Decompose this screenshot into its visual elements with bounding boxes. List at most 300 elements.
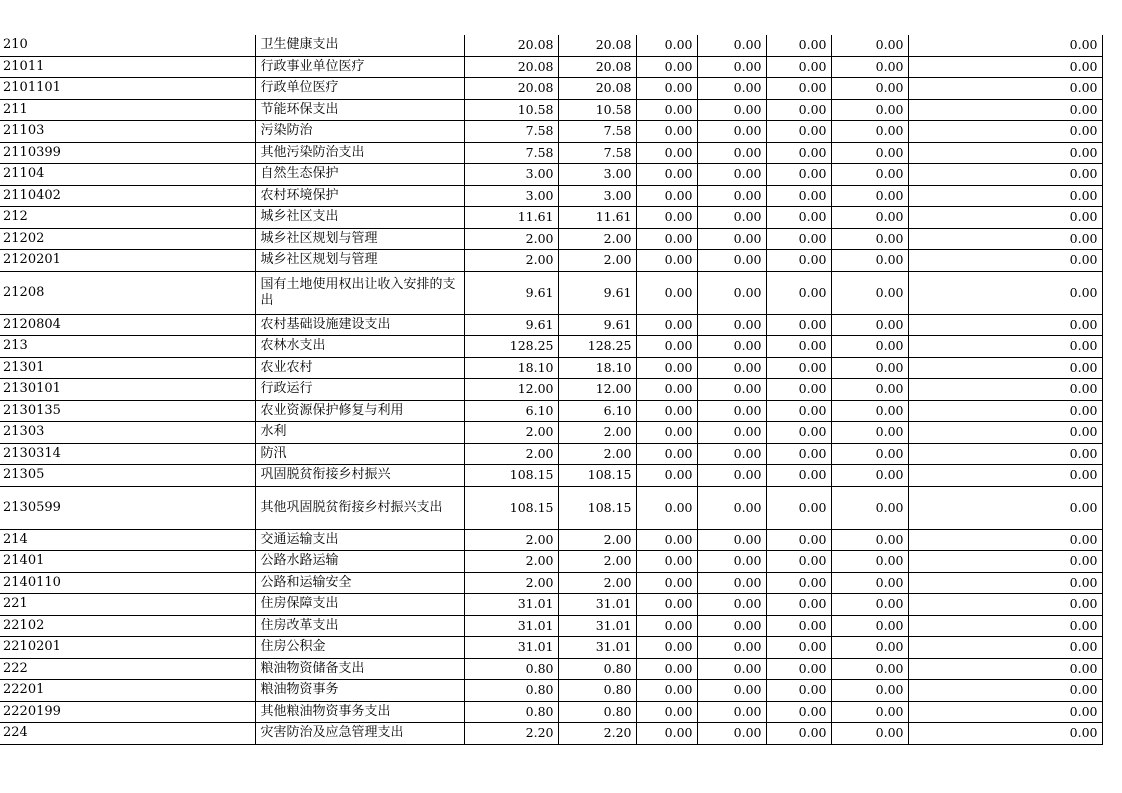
amount-cell: 0.00	[908, 35, 1102, 56]
amount-cell: 2.00	[464, 551, 558, 573]
subject-name: 巩固脱贫衔接乡村振兴	[255, 465, 464, 487]
amount-cell: 0.00	[636, 379, 697, 401]
amount-cell: 12.00	[464, 379, 558, 401]
amount-cell: 0.00	[636, 207, 697, 229]
amount-cell: 0.00	[636, 99, 697, 121]
subject-code: 22201	[0, 680, 255, 702]
table-row	[0, 142, 1102, 164]
amount-cell: 0.00	[697, 357, 766, 379]
amount-cell: 0.00	[908, 594, 1102, 616]
subject-name: 卫生健康支出	[255, 35, 464, 56]
amount-cell: 0.00	[831, 35, 908, 56]
amount-cell: 0.00	[766, 422, 831, 444]
subject-code: 2110402	[0, 185, 255, 207]
amount-cell: 0.00	[908, 142, 1102, 164]
amount-cell: 0.00	[766, 637, 831, 659]
subject-code: 211	[0, 99, 255, 121]
amount-cell: 18.10	[464, 357, 558, 379]
amount-cell: 0.00	[908, 121, 1102, 143]
amount-cell: 108.15	[464, 465, 558, 487]
amount-cell: 0.00	[636, 465, 697, 487]
table-row	[0, 658, 1102, 680]
amount-cell: 0.00	[636, 723, 697, 745]
table-row	[0, 314, 1102, 336]
amount-cell: 20.08	[464, 56, 558, 78]
amount-cell: 0.00	[636, 680, 697, 702]
amount-cell: 0.00	[636, 701, 697, 723]
amount-cell: 108.15	[464, 486, 558, 529]
amount-cell: 0.00	[908, 486, 1102, 529]
amount-cell: 3.00	[464, 164, 558, 186]
table-row	[0, 164, 1102, 186]
amount-cell: 0.00	[697, 99, 766, 121]
subject-name: 防汛	[255, 443, 464, 465]
amount-cell: 0.00	[766, 99, 831, 121]
amount-cell: 0.00	[831, 486, 908, 529]
subject-code: 2130101	[0, 379, 255, 401]
amount-cell: 0.00	[697, 185, 766, 207]
amount-cell: 0.80	[558, 658, 636, 680]
amount-cell: 0.00	[697, 529, 766, 551]
amount-cell: 0.00	[697, 164, 766, 186]
subject-name: 住房保障支出	[255, 594, 464, 616]
subject-code: 21305	[0, 465, 255, 487]
amount-cell: 0.00	[831, 400, 908, 422]
amount-cell: 0.00	[766, 465, 831, 487]
amount-cell: 2.00	[464, 529, 558, 551]
subject-code: 213	[0, 336, 255, 358]
subject-name: 其他巩固脱贫衔接乡村振兴支出	[255, 486, 464, 529]
amount-cell: 0.00	[766, 529, 831, 551]
amount-cell: 10.58	[464, 99, 558, 121]
amount-cell: 2.00	[558, 228, 636, 250]
amount-cell: 0.00	[636, 551, 697, 573]
amount-cell: 20.08	[464, 78, 558, 100]
table-row	[0, 185, 1102, 207]
amount-cell: 0.00	[831, 658, 908, 680]
amount-cell: 0.00	[636, 336, 697, 358]
subject-name: 灾害防治及应急管理支出	[255, 723, 464, 745]
amount-cell: 0.00	[831, 164, 908, 186]
amount-cell: 0.00	[766, 164, 831, 186]
amount-cell: 3.00	[464, 185, 558, 207]
amount-cell: 0.00	[766, 78, 831, 100]
amount-cell: 0.00	[831, 314, 908, 336]
amount-cell: 0.00	[636, 164, 697, 186]
subject-code: 2220199	[0, 701, 255, 723]
amount-cell: 0.00	[908, 56, 1102, 78]
table-row	[0, 357, 1102, 379]
subject-code: 21103	[0, 121, 255, 143]
amount-cell: 31.01	[464, 637, 558, 659]
amount-cell: 0.00	[908, 680, 1102, 702]
amount-cell: 0.00	[697, 680, 766, 702]
amount-cell: 0.00	[831, 185, 908, 207]
subject-code: 210	[0, 35, 255, 56]
amount-cell: 2.00	[558, 443, 636, 465]
amount-cell: 0.00	[636, 443, 697, 465]
table-row	[0, 78, 1102, 100]
amount-cell: 3.00	[558, 164, 636, 186]
table-row	[0, 551, 1102, 573]
amount-cell: 0.00	[831, 723, 908, 745]
amount-cell: 0.00	[831, 529, 908, 551]
subject-code: 2130599	[0, 486, 255, 529]
amount-cell: 11.61	[558, 207, 636, 229]
budget-table	[0, 35, 1103, 745]
table-row	[0, 207, 1102, 229]
subject-code: 2130135	[0, 400, 255, 422]
amount-cell: 0.80	[464, 680, 558, 702]
amount-cell: 0.00	[697, 723, 766, 745]
amount-cell: 2.00	[464, 443, 558, 465]
amount-cell: 31.01	[558, 594, 636, 616]
amount-cell: 31.01	[558, 615, 636, 637]
amount-cell: 0.00	[766, 35, 831, 56]
amount-cell: 0.00	[636, 56, 697, 78]
amount-cell: 0.00	[697, 486, 766, 529]
amount-cell: 20.08	[464, 35, 558, 56]
amount-cell: 0.00	[636, 572, 697, 594]
amount-cell: 0.00	[697, 228, 766, 250]
amount-cell: 2.00	[558, 572, 636, 594]
amount-cell: 7.58	[558, 121, 636, 143]
amount-cell: 31.01	[464, 615, 558, 637]
subject-name: 城乡社区规划与管理	[255, 228, 464, 250]
subject-name: 农村基础设施建设支出	[255, 314, 464, 336]
table-row	[0, 121, 1102, 143]
amount-cell: 0.00	[908, 314, 1102, 336]
subject-code: 21301	[0, 357, 255, 379]
subject-name: 城乡社区支出	[255, 207, 464, 229]
subject-code: 221	[0, 594, 255, 616]
subject-code: 222	[0, 658, 255, 680]
amount-cell: 0.00	[831, 379, 908, 401]
amount-cell: 0.00	[908, 228, 1102, 250]
amount-cell: 0.00	[908, 400, 1102, 422]
amount-cell: 0.00	[697, 594, 766, 616]
amount-cell: 0.00	[831, 336, 908, 358]
amount-cell: 0.00	[766, 336, 831, 358]
amount-cell: 0.00	[908, 572, 1102, 594]
table-body	[0, 35, 1102, 744]
amount-cell: 0.00	[908, 78, 1102, 100]
amount-cell: 0.00	[766, 701, 831, 723]
amount-cell: 0.00	[636, 486, 697, 529]
amount-cell: 31.01	[464, 594, 558, 616]
amount-cell: 0.00	[908, 443, 1102, 465]
amount-cell: 2.00	[464, 228, 558, 250]
amount-cell: 0.00	[697, 465, 766, 487]
amount-cell: 0.80	[464, 701, 558, 723]
table-row	[0, 465, 1102, 487]
subject-code: 21208	[0, 271, 255, 314]
subject-code: 2120804	[0, 314, 255, 336]
amount-cell: 0.00	[697, 422, 766, 444]
amount-cell: 0.00	[766, 723, 831, 745]
amount-cell: 0.00	[831, 207, 908, 229]
amount-cell: 0.00	[697, 35, 766, 56]
amount-cell: 0.00	[697, 250, 766, 272]
amount-cell: 0.00	[831, 615, 908, 637]
subject-name: 行政运行	[255, 379, 464, 401]
amount-cell: 0.00	[766, 314, 831, 336]
amount-cell: 0.00	[766, 551, 831, 573]
amount-cell: 11.61	[464, 207, 558, 229]
table-row	[0, 56, 1102, 78]
amount-cell: 9.61	[464, 271, 558, 314]
amount-cell: 0.00	[831, 271, 908, 314]
table-row	[0, 228, 1102, 250]
subject-name: 住房公积金	[255, 637, 464, 659]
amount-cell: 2.00	[558, 529, 636, 551]
amount-cell: 2.00	[558, 422, 636, 444]
amount-cell: 0.00	[697, 637, 766, 659]
amount-cell: 0.00	[831, 572, 908, 594]
amount-cell: 0.00	[766, 121, 831, 143]
subject-name: 粮油物资事务	[255, 680, 464, 702]
amount-cell: 0.80	[464, 658, 558, 680]
amount-cell: 7.58	[464, 121, 558, 143]
amount-cell: 0.00	[697, 121, 766, 143]
amount-cell: 0.00	[636, 615, 697, 637]
amount-cell: 0.00	[636, 185, 697, 207]
amount-cell: 0.00	[766, 207, 831, 229]
table-row	[0, 271, 1102, 314]
table-row	[0, 336, 1102, 358]
subject-name: 其他粮油物资事务支出	[255, 701, 464, 723]
subject-code: 212	[0, 207, 255, 229]
amount-cell: 0.00	[908, 379, 1102, 401]
subject-name: 国有土地使用权出让收入安排的支出	[255, 271, 464, 314]
amount-cell: 0.00	[766, 400, 831, 422]
table-row	[0, 422, 1102, 444]
subject-name: 农林水支出	[255, 336, 464, 358]
amount-cell: 18.10	[558, 357, 636, 379]
subject-code: 21303	[0, 422, 255, 444]
amount-cell: 0.00	[908, 185, 1102, 207]
subject-code: 21104	[0, 164, 255, 186]
amount-cell: 0.00	[831, 78, 908, 100]
table-row	[0, 615, 1102, 637]
amount-cell: 0.00	[766, 271, 831, 314]
amount-cell: 0.00	[831, 680, 908, 702]
amount-cell: 0.00	[636, 594, 697, 616]
table-row	[0, 723, 1102, 745]
amount-cell: 128.25	[558, 336, 636, 358]
amount-cell: 0.00	[697, 207, 766, 229]
amount-cell: 0.00	[908, 271, 1102, 314]
amount-cell: 20.08	[558, 78, 636, 100]
amount-cell: 0.00	[908, 336, 1102, 358]
amount-cell: 7.58	[464, 142, 558, 164]
amount-cell: 0.00	[831, 637, 908, 659]
amount-cell: 2.20	[558, 723, 636, 745]
amount-cell: 0.00	[908, 250, 1102, 272]
amount-cell: 0.00	[908, 207, 1102, 229]
amount-cell: 0.00	[697, 271, 766, 314]
amount-cell: 0.00	[831, 357, 908, 379]
amount-cell: 0.00	[908, 615, 1102, 637]
table-row	[0, 701, 1102, 723]
amount-cell: 0.00	[697, 615, 766, 637]
amount-cell: 0.00	[908, 637, 1102, 659]
amount-cell: 128.25	[464, 336, 558, 358]
amount-cell: 20.08	[558, 56, 636, 78]
subject-name: 自然生态保护	[255, 164, 464, 186]
amount-cell: 0.00	[636, 422, 697, 444]
subject-code: 2110399	[0, 142, 255, 164]
amount-cell: 0.00	[636, 142, 697, 164]
subject-name: 住房改革支出	[255, 615, 464, 637]
subject-name: 公路和运输安全	[255, 572, 464, 594]
subject-name: 城乡社区规划与管理	[255, 250, 464, 272]
amount-cell: 0.80	[558, 701, 636, 723]
amount-cell: 0.00	[908, 465, 1102, 487]
amount-cell: 0.00	[766, 56, 831, 78]
amount-cell: 0.00	[908, 357, 1102, 379]
amount-cell: 6.10	[464, 400, 558, 422]
amount-cell: 6.10	[558, 400, 636, 422]
amount-cell: 0.00	[831, 121, 908, 143]
subject-name: 农村环境保护	[255, 185, 464, 207]
amount-cell: 0.00	[766, 486, 831, 529]
amount-cell: 2.20	[464, 723, 558, 745]
amount-cell: 0.00	[766, 443, 831, 465]
amount-cell: 0.00	[697, 314, 766, 336]
amount-cell: 0.00	[908, 551, 1102, 573]
amount-cell: 9.61	[558, 271, 636, 314]
amount-cell: 0.00	[697, 658, 766, 680]
amount-cell: 0.00	[766, 228, 831, 250]
amount-cell: 0.00	[697, 551, 766, 573]
subject-code: 2130314	[0, 443, 255, 465]
subject-code: 21011	[0, 56, 255, 78]
amount-cell: 20.08	[558, 35, 636, 56]
amount-cell: 2.00	[558, 551, 636, 573]
amount-cell: 10.58	[558, 99, 636, 121]
subject-code: 21202	[0, 228, 255, 250]
amount-cell: 0.00	[636, 228, 697, 250]
table-row	[0, 594, 1102, 616]
subject-code: 21401	[0, 551, 255, 573]
subject-name: 其他污染防治支出	[255, 142, 464, 164]
amount-cell: 0.00	[636, 78, 697, 100]
amount-cell: 0.00	[908, 723, 1102, 745]
amount-cell: 0.00	[908, 422, 1102, 444]
amount-cell: 2.00	[558, 250, 636, 272]
amount-cell: 0.00	[831, 465, 908, 487]
amount-cell: 0.00	[636, 637, 697, 659]
amount-cell: 0.00	[831, 551, 908, 573]
amount-cell: 2.00	[464, 572, 558, 594]
subject-name: 污染防治	[255, 121, 464, 143]
subject-name: 节能环保支出	[255, 99, 464, 121]
table-row	[0, 35, 1102, 56]
amount-cell: 0.00	[766, 250, 831, 272]
amount-cell: 0.00	[636, 314, 697, 336]
table-row	[0, 400, 1102, 422]
amount-cell: 7.58	[558, 142, 636, 164]
table-row	[0, 99, 1102, 121]
subject-name: 农业资源保护修复与利用	[255, 400, 464, 422]
amount-cell: 0.00	[766, 615, 831, 637]
amount-cell: 108.15	[558, 486, 636, 529]
amount-cell: 0.00	[908, 164, 1102, 186]
subject-name: 农业农村	[255, 357, 464, 379]
amount-cell: 0.00	[766, 658, 831, 680]
amount-cell: 0.00	[697, 379, 766, 401]
amount-cell: 31.01	[558, 637, 636, 659]
amount-cell: 0.00	[697, 78, 766, 100]
amount-cell: 0.00	[697, 142, 766, 164]
subject-name: 行政事业单位医疗	[255, 56, 464, 78]
amount-cell: 3.00	[558, 185, 636, 207]
subject-code: 214	[0, 529, 255, 551]
table-row	[0, 379, 1102, 401]
amount-cell: 0.00	[766, 572, 831, 594]
amount-cell: 0.00	[697, 701, 766, 723]
amount-cell: 0.00	[636, 658, 697, 680]
amount-cell: 0.00	[636, 271, 697, 314]
amount-cell: 0.00	[766, 379, 831, 401]
amount-cell: 0.00	[766, 594, 831, 616]
table-row	[0, 529, 1102, 551]
amount-cell: 0.00	[697, 400, 766, 422]
amount-cell: 0.00	[697, 336, 766, 358]
amount-cell: 0.00	[908, 658, 1102, 680]
amount-cell: 0.80	[558, 680, 636, 702]
subject-code: 22102	[0, 615, 255, 637]
subject-name: 粮油物资储备支出	[255, 658, 464, 680]
amount-cell: 0.00	[831, 142, 908, 164]
table-row	[0, 250, 1102, 272]
amount-cell: 0.00	[697, 443, 766, 465]
amount-cell: 0.00	[636, 400, 697, 422]
subject-code: 2210201	[0, 637, 255, 659]
amount-cell: 0.00	[908, 99, 1102, 121]
amount-cell: 0.00	[766, 680, 831, 702]
table-row	[0, 572, 1102, 594]
table-row	[0, 637, 1102, 659]
amount-cell: 0.00	[766, 185, 831, 207]
amount-cell: 0.00	[636, 35, 697, 56]
amount-cell: 0.00	[831, 422, 908, 444]
amount-cell: 0.00	[766, 142, 831, 164]
amount-cell: 0.00	[908, 701, 1102, 723]
subject-code: 2101101	[0, 78, 255, 100]
amount-cell: 0.00	[831, 99, 908, 121]
amount-cell: 0.00	[831, 228, 908, 250]
amount-cell: 0.00	[636, 121, 697, 143]
amount-cell: 9.61	[464, 314, 558, 336]
subject-name: 行政单位医疗	[255, 78, 464, 100]
amount-cell: 0.00	[697, 572, 766, 594]
subject-code: 2140110	[0, 572, 255, 594]
amount-cell: 0.00	[831, 56, 908, 78]
amount-cell: 108.15	[558, 465, 636, 487]
amount-cell: 0.00	[636, 529, 697, 551]
amount-cell: 0.00	[636, 250, 697, 272]
subject-name: 公路水路运输	[255, 551, 464, 573]
table-row	[0, 443, 1102, 465]
amount-cell: 0.00	[831, 250, 908, 272]
amount-cell: 0.00	[831, 443, 908, 465]
amount-cell: 2.00	[464, 422, 558, 444]
subject-name: 交通运输支出	[255, 529, 464, 551]
amount-cell: 0.00	[636, 357, 697, 379]
amount-cell: 0.00	[908, 529, 1102, 551]
